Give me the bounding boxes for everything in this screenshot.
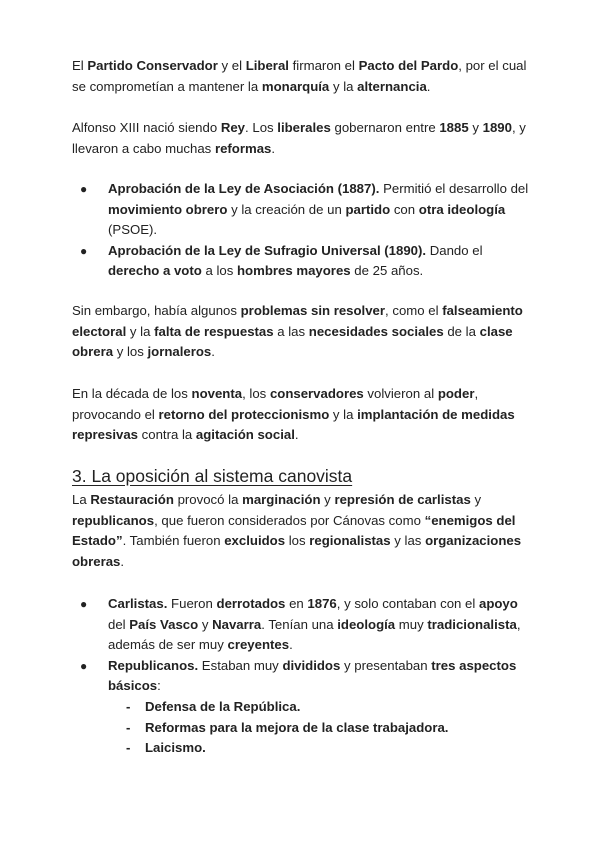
paragraph-decada-noventa: En la década de los noventa, los conservadores volvieron al poder, provocando el retorno del proteccionismo y la implantación de medidas represivas contra la agitación social. (72, 386, 515, 443)
paragraph-alfonso-xiii: Alfonso XIII nació siendo Rey. Los liberales gobernaron entre 1885 y 1890, y llevaron a cabo muchas reformas. (72, 120, 526, 156)
sub-list-item: - Reformas para la mejora de la clase trabajadora. (126, 718, 530, 739)
reforms-list (80, 179, 530, 282)
dash-icon: - (126, 719, 131, 735)
dash-icon: - (126, 698, 131, 714)
bullet-icon: ● (80, 597, 88, 611)
list-item: ● Aprobación de la Ley de Sufragio Universal (1890). Dando el derecho a voto a los hombres mayores de 25 años. (80, 242, 483, 279)
paragraph-pacto-del-pardo: El Partido Conservador y el Liberal firmaron el Pacto del Pardo, por el cual se comprometían a mantener la monarquía y la alternancia. (72, 58, 527, 94)
republican-aspects-list (108, 697, 530, 759)
list-item: ● Carlistas. Fueron derrotados en 1876, y solo contaban con el apoyo del País Vasco y Navarra. Tenían una ideología muy tradicionalista, además de ser muy creyentes. (80, 596, 521, 653)
sub-list-item: - Defensa de la República. (126, 697, 530, 718)
list-item: ● Republicanos. Estaban muy divididos y presentaban tres aspectos básicos: - Defensa de la República. - Reformas para la mejora de la clase trabajadora. - Laicismo. (80, 656, 530, 759)
bullet-icon: ● (80, 243, 88, 258)
list-item: ● Aprobación de la Ley de Asociación (1887). Permitió el desarrollo del movimiento obrero y la creación de un partido con otra ideología (PSOE). (80, 181, 529, 238)
paragraph-restauracion: La Restauración provocó la marginación y represión de carlistas y republicanos, que fueron considerados por Cánovas como “enemigos del Estado”. También fueron excluidos los regionalistas y las organizaciones obreras. (72, 492, 522, 569)
paragraph-problemas: Sin embargo, había algunos problemas sin resolver, como el falseamiento electoral y la falta de respuestas a las necesidades sociales de la clase obrera y los jornaleros. (72, 303, 523, 360)
section-heading: 3. La oposición al sistema canovista (72, 466, 353, 486)
bullet-icon: ● (80, 658, 88, 673)
dash-icon: - (126, 740, 131, 756)
opposition-list (80, 594, 530, 759)
bullet-icon: ● (80, 182, 88, 196)
sub-list-item: - Laicismo. (126, 738, 530, 759)
